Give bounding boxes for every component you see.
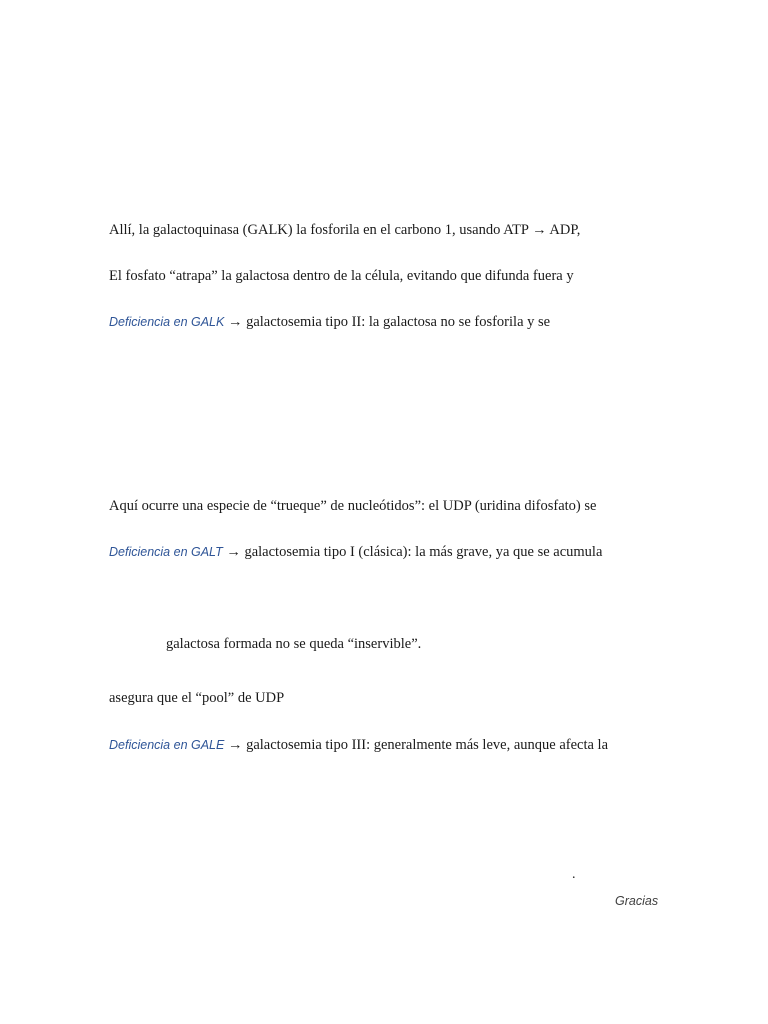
paragraph-text: → galactosemia tipo I (clásica): la más grave, ya que se acumula: [222, 544, 603, 560]
paragraph-galk-phosphorylation: [109, 221, 580, 239]
paragraph-galactose-formed: [166, 635, 421, 653]
paragraph-nucleotide-exchange: [109, 497, 596, 515]
paragraph-galt-deficiency: [109, 543, 602, 561]
paragraph-text: Aquí ocurre una especie de “trueque” de nucleótidos”: el UDP (uridina difosfato) se: [109, 498, 597, 514]
paragraph-gale-deficiency: [109, 736, 608, 754]
paragraph-text: galactosa formada no se queda “inservible”.: [166, 636, 422, 652]
paragraph-text: Allí, la galactoquinasa (GALK) la fosforila en el carbono 1, usando ATP → ADP,: [109, 222, 581, 238]
paragraph-galk-deficiency: [109, 313, 550, 331]
closing-thanks: Gracias: [615, 894, 659, 908]
paragraph-udp-pool: [109, 689, 284, 707]
deficiency-heading-gale: Deficiencia en GALE: [109, 738, 225, 752]
paragraph-text: asegura que el “pool” de UDP: [109, 690, 285, 706]
deficiency-heading-galt: Deficiencia en GALT: [109, 545, 223, 559]
paragraph-phosphate-trap: [109, 267, 574, 285]
deficiency-heading-galk: Deficiencia en GALK: [109, 315, 225, 329]
paragraph-text: → galactosemia tipo III: generalmente más leve, aunque afecta la: [224, 737, 609, 753]
paragraph-text: El fosfato “atrapa” la galactosa dentro de la célula, evitando que difunda fuera y: [109, 268, 574, 284]
stray-period: .: [572, 867, 576, 882]
paragraph-text: → galactosemia tipo II: la galactosa no se fosforila y se: [224, 314, 551, 330]
